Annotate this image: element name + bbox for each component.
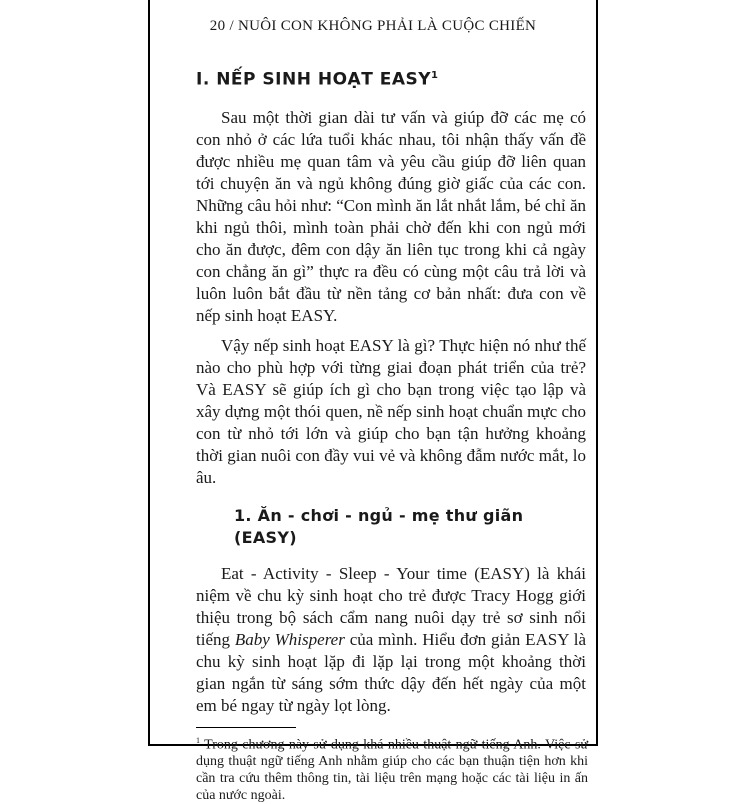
- footnote-reference: 1: [431, 70, 439, 81]
- subheading: 1. Ăn - chơi - ngủ - mẹ thư giãn (EASY): [234, 505, 524, 547]
- paragraph-3-text: Eat - Activity - Sleep - Your time (EASY) là khái niệm về chu kỳ sinh hoạt cho trẻ được Tracy Hogg giới thiệu trong bộ sách cẩm nang nuôi dạy trẻ sơ sinh nổi tiếng: [196, 563, 586, 649]
- paragraph-3: [196, 563, 586, 717]
- paragraph-1: Sau một thời gian dài tư vấn và giúp đỡ các mẹ có con nhỏ ở các lứa tuổi khác nhau, tôi nhận thấy vấn đề được nhiều mẹ quan tâm và yêu cầu giúp đỡ liên quan tới chuyện ăn và ngủ không đúng giờ giấc của các con. Những câu hỏi như: “Con mình ăn lắt nhắt lắm, bé chỉ ăn khi ngủ thôi, mình toàn phải chờ đến khi con ngủ mới cho ăn được, đêm con dậy ăn liên tục trong khi cả ngày con chẳng ăn gì” thực ra đều có cùng một câu trả lời và luôn luôn bắt đầu từ nền tảng cơ bản nhất: đưa con về nếp sinh hoạt EASY.: [196, 107, 586, 325]
- running-head: 20 / NUÔI CON KHÔNG PHẢI LÀ CUỘC CHIẾN: [209, 18, 537, 34]
- book-page: [148, 0, 598, 804]
- section-heading: [196, 65, 586, 91]
- paragraph-3-text-end: của mình. Hiểu đơn giản EASY là chu kỳ sinh hoạt lặp đi lặp lại trong một khoảng thời gian ngắn từ sáng sớm thức dậy đến hết ngày của một em bé ngay từ ngày lọt lòng.: [196, 629, 586, 715]
- paragraph-2: Vậy nếp sinh hoạt EASY là gì? Thực hiện nó như thế nào cho phù hợp với từng giai đoạn phát triển của trẻ? Và EASY sẽ giúp ích gì cho bạn trong việc tạo lập và xây dựng một thói quen, nề nếp sinh hoạt chuẩn mực cho con từ nhỏ tới lớn và giúp cho bạn tận hưởng khoảng thời gian nuôi con đầy vui vẻ và không đẫm nước mắt, lo âu.: [196, 335, 586, 487]
- footnote-mark: 1: [196, 735, 200, 745]
- footnote: [196, 732, 588, 804]
- footnote-divider: [196, 727, 296, 728]
- footnote-area: [196, 717, 586, 804]
- section-heading-text: I. NẾP SINH HOẠT EASY: [196, 69, 432, 90]
- book-title: Baby Whisperer: [234, 629, 345, 649]
- footnote-text: Trong chương này sử dụng khá nhiều thuật ngữ tiếng Anh. Việc sử dụng thuật ngữ tiếng Anh nhằm giúp cho các bạn thuận tiện hơn khi cần tra cứu thêm thông tin, tài liệu trên mạng hoặc các tài liệu in ấn của nước ngoài.: [196, 737, 588, 804]
